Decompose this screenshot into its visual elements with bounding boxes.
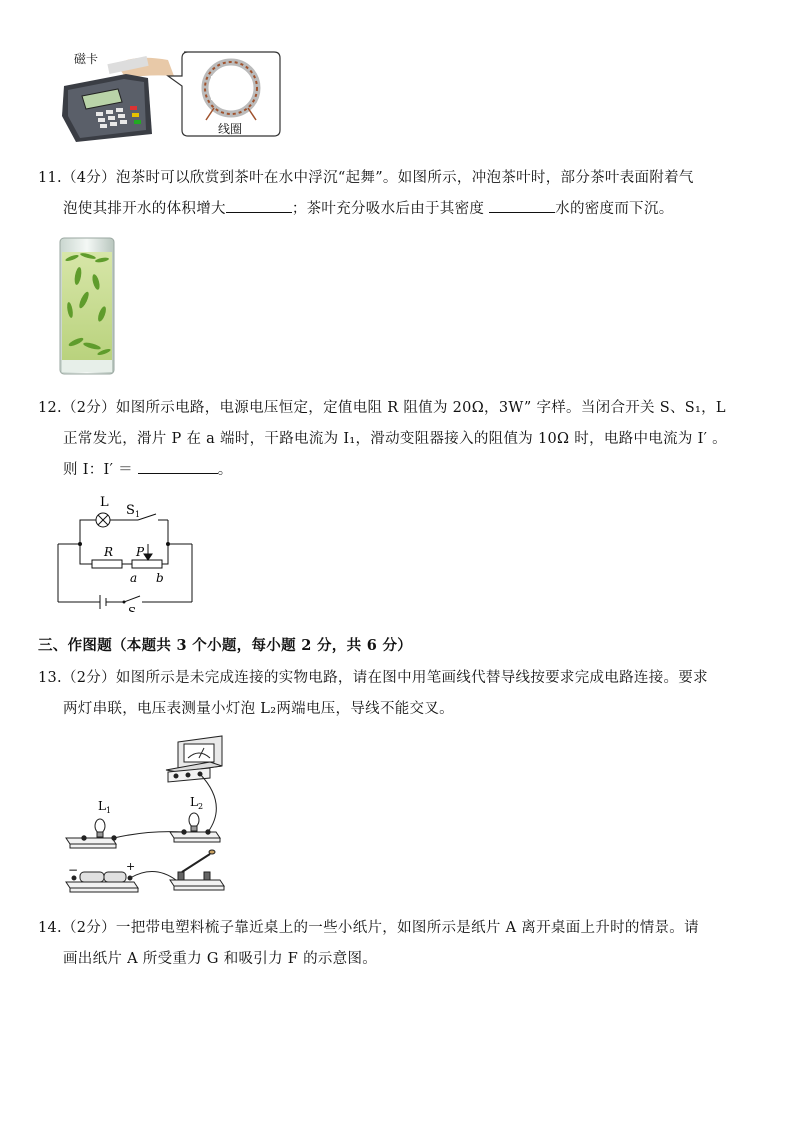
question-12-line-2 bbox=[63, 424, 727, 454]
end-b-label: b bbox=[156, 571, 164, 585]
question-score: （2分） bbox=[61, 920, 116, 936]
lamp-label: L bbox=[100, 495, 109, 510]
section-heading: 三、作图题（本题共 3 个小题，每小题 2 分，共 6 分） bbox=[38, 637, 413, 654]
question-text: 如图所示电路，电源电压恒定，定值电阻 R 阻值为 20Ω，3W” 字样。当闭合开关 S、S₁，L bbox=[115, 400, 726, 416]
question-text: ；茶叶充分吸水后由于其密度 bbox=[291, 201, 485, 217]
question-14-line-2 bbox=[63, 944, 377, 974]
battery-plus-label: + bbox=[126, 860, 136, 873]
tea-glass-figure bbox=[58, 236, 116, 378]
question-14-line-1 bbox=[38, 913, 699, 943]
switch-s1-label: S bbox=[126, 503, 135, 518]
question-text: 如图所示是未完成连接的实物电路，请在图中用笔画线代替导线按要求完成电路连接。要求 bbox=[115, 670, 708, 686]
question-number: 14. bbox=[38, 920, 62, 936]
question-12-line-3 bbox=[63, 455, 233, 485]
end-a-label: a bbox=[130, 571, 138, 585]
question-11-line-2 bbox=[63, 194, 674, 224]
answer-blank[interactable] bbox=[489, 198, 555, 213]
answer-blank[interactable] bbox=[226, 198, 292, 213]
circuit-diagram bbox=[52, 492, 202, 612]
lamp-l2-label: L bbox=[190, 795, 198, 809]
svg-text:2: 2 bbox=[198, 802, 204, 811]
question-score: （2分） bbox=[61, 670, 116, 686]
question-13-line-2 bbox=[63, 694, 454, 724]
question-number: 12. bbox=[38, 400, 62, 416]
coil-label: 线圈 bbox=[218, 122, 243, 136]
question-text: 则 I：I′ ＝ bbox=[63, 462, 133, 478]
resistor-label: R bbox=[104, 545, 114, 559]
question-text: 两灯串联，电压表测量小灯泡 L₂两端电压，导线不能交叉。 bbox=[63, 701, 454, 717]
question-text: 泡使其排开水的体积增大 bbox=[63, 201, 226, 217]
question-text: 一把带电塑料梳子靠近桌上的一些小纸片，如图所示是纸片 A 离开桌面上升时的情景。请 bbox=[115, 920, 699, 936]
question-text: 。 bbox=[217, 462, 233, 478]
question-number: 11. bbox=[38, 170, 62, 186]
question-score: （4分） bbox=[61, 170, 116, 186]
slider-label: P bbox=[136, 545, 145, 559]
question-number: 13. bbox=[38, 670, 62, 686]
lamp-l1-label: L bbox=[98, 799, 106, 813]
question-text: 水的密度而下沉。 bbox=[555, 201, 674, 217]
svg-text:1: 1 bbox=[106, 806, 112, 815]
svg-text:1: 1 bbox=[135, 510, 141, 519]
battery-minus-label: − bbox=[68, 863, 79, 877]
question-text: 泡茶时可以欣赏到茶叶在水中浮沉“起舞”。如图所示，冲泡茶叶时，部分茶叶表面附着气 bbox=[115, 170, 694, 186]
answer-blank[interactable] bbox=[138, 459, 218, 474]
question-text: 正常发光，滑片 P 在 a 端时，干路电流为 I₁，滑动变阻器接入的阻值为 10Ω 时，电路中电流为 I′ 。 bbox=[63, 431, 727, 447]
question-13-line-1 bbox=[38, 663, 708, 693]
question-text: 画出纸片 A 所受重力 G 和吸引力 F 的示意图。 bbox=[63, 951, 378, 967]
card-label: 磁卡 bbox=[74, 52, 99, 66]
physical-circuit-figure bbox=[58, 734, 228, 896]
question-12-line-1 bbox=[38, 393, 726, 423]
question-11-line-1 bbox=[38, 163, 694, 193]
question-score: （2分） bbox=[61, 400, 116, 416]
switch-s-label: S bbox=[128, 605, 137, 612]
